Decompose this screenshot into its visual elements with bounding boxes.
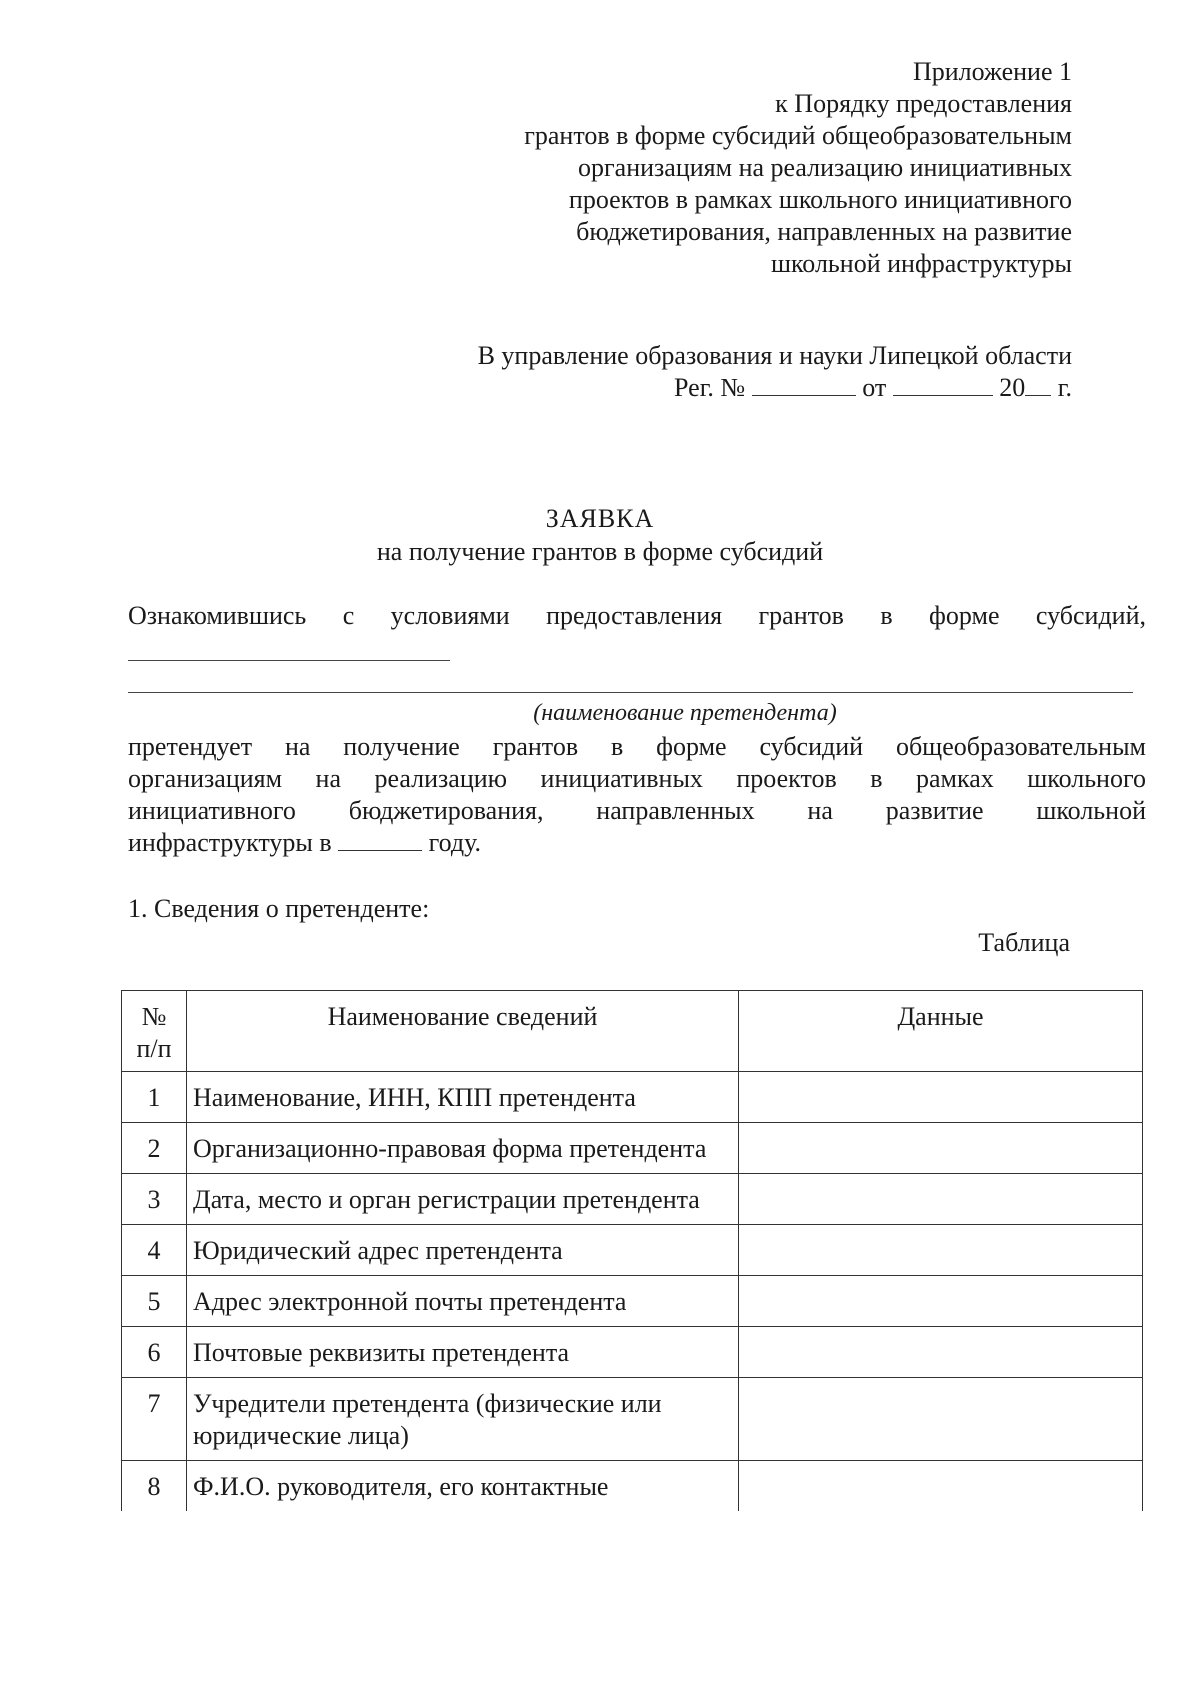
header-name: Наименование сведений — [187, 991, 739, 1072]
year-field-blank — [338, 828, 422, 851]
table-row — [122, 1327, 1143, 1378]
intro-text: Ознакомившись с условиями предоставления грантов в форме субсидий, — [128, 601, 1146, 630]
table-row — [122, 1276, 1143, 1327]
table-row — [122, 1072, 1143, 1123]
table-row — [122, 1378, 1143, 1461]
row-data-cell[interactable] — [739, 1276, 1143, 1327]
row-data-cell[interactable] — [739, 1327, 1143, 1378]
reg-number-label: Рег. № — [674, 373, 746, 402]
row-name: Наименование, ИНН, КПП претендента — [187, 1072, 739, 1123]
applicant-info-table — [121, 990, 1143, 1511]
row-number: 6 — [122, 1327, 187, 1378]
paragraph-line: инициативного бюджетирования, направленных на развитие школьной — [128, 796, 1146, 825]
registration-line — [478, 372, 1072, 404]
row-data-cell[interactable] — [739, 1225, 1143, 1276]
applicant-name-blank-short — [128, 660, 450, 661]
row-data-cell[interactable] — [739, 1174, 1143, 1225]
table-row — [122, 1461, 1143, 1512]
header-number-line1: № — [141, 1002, 167, 1031]
table-header-row — [122, 991, 1143, 1072]
header-number-line2: п/п — [136, 1034, 172, 1063]
from-label: от — [862, 373, 887, 402]
year-blank — [1025, 373, 1051, 396]
appendix-line: организациям на реализацию инициативных — [578, 153, 1072, 182]
table-label: Таблица — [978, 928, 1070, 957]
paragraph-last-before: инфраструктуры в — [128, 828, 332, 857]
reg-number-blank — [752, 373, 856, 396]
paragraph-line: организациям на реализацию инициативных проектов в рамках школьного — [128, 764, 1146, 793]
row-data-cell[interactable] — [739, 1461, 1143, 1512]
row-name: Почтовые реквизиты претендента — [187, 1327, 739, 1378]
addressee-block — [478, 340, 1072, 404]
appendix-line: грантов в форме субсидий общеобразовательным — [524, 121, 1072, 150]
row-data-cell[interactable] — [739, 1072, 1143, 1123]
applicant-name-caption: (наименование претендента) — [533, 700, 837, 726]
year-prefix: 20 — [999, 373, 1026, 402]
applicant-name-blank-long — [128, 692, 1133, 693]
year-suffix: г. — [1057, 373, 1072, 402]
claim-paragraph — [128, 731, 1146, 859]
table-row — [122, 1225, 1143, 1276]
row-name: Юридический адрес претендента — [187, 1225, 739, 1276]
table-row — [122, 1123, 1143, 1174]
row-number: 4 — [122, 1225, 187, 1276]
document-title: ЗАЯВКА — [545, 504, 655, 533]
row-name: Дата, место и орган регистрации претендента — [187, 1174, 739, 1225]
paragraph-line: претендует на получение грантов в форме субсидий общеобразовательным — [128, 732, 1146, 761]
document-subtitle: на получение грантов в форме субсидий — [376, 537, 824, 566]
row-name: Учредители претендента (физические или юридические лица) — [187, 1378, 739, 1461]
appendix-line: проектов в рамках школьного инициативного — [568, 185, 1072, 214]
header-data: Данные — [739, 991, 1143, 1072]
appendix-header — [524, 56, 1072, 280]
row-name: Организационно-правовая форма претендента — [187, 1123, 739, 1174]
row-number: 7 — [122, 1378, 187, 1461]
paragraph-last-line — [128, 827, 1146, 859]
appendix-line: к Порядку предоставления — [775, 89, 1072, 118]
appendix-line: школьной инфраструктуры — [770, 249, 1072, 278]
row-number: 8 — [122, 1461, 187, 1512]
appendix-line: Приложение 1 — [912, 57, 1072, 86]
section-heading: 1. Сведения о претенденте: — [128, 894, 430, 923]
row-number: 1 — [122, 1072, 187, 1123]
row-name: Адрес электронной почты претендента — [187, 1276, 739, 1327]
row-data-cell[interactable] — [739, 1123, 1143, 1174]
header-number — [122, 991, 187, 1072]
row-name: Ф.И.О. руководителя, его контактные — [187, 1461, 739, 1512]
appendix-line: бюджетирования, направленных на развитие — [576, 217, 1072, 246]
date-blank — [893, 373, 993, 396]
paragraph-last-after: году. — [428, 828, 482, 857]
addressee-line: В управление образования и науки Липецкой области — [477, 341, 1072, 370]
row-number: 3 — [122, 1174, 187, 1225]
row-data-cell[interactable] — [739, 1378, 1143, 1461]
table-row — [122, 1174, 1143, 1225]
row-number: 5 — [122, 1276, 187, 1327]
row-number: 2 — [122, 1123, 187, 1174]
